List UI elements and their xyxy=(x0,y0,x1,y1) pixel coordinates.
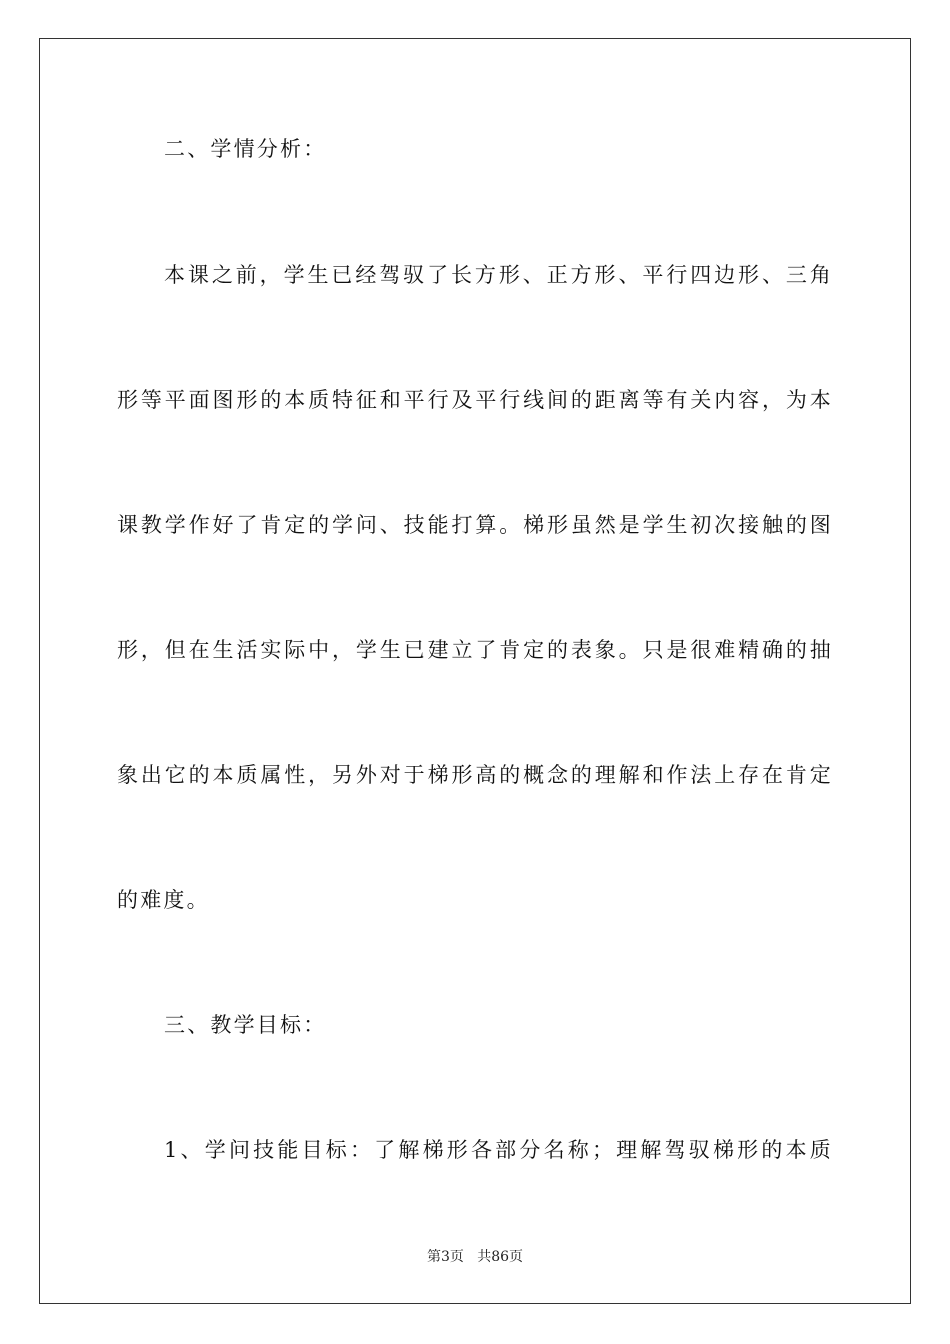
section-heading-learning-analysis: 二、学情分析： xyxy=(164,137,327,161)
section-heading-teaching-goals: 三、教学目标： xyxy=(164,1013,327,1037)
paragraph-line: 课教学作好了肯定的学问、技能打算。梯形虽然是学生初次接触的图 xyxy=(117,513,833,537)
paragraph-line: 1、学问技能目标：了解梯形各部分名称；理解驾驭梯形的本质 xyxy=(164,1138,833,1162)
page-border xyxy=(39,38,911,1304)
paragraph-line: 形等平面图形的本质特征和平行及平行线间的距离等有关内容，为本 xyxy=(117,388,833,412)
paragraph-line: 象出它的本质属性，另外对于梯形高的概念的理解和作法上存在肯定 xyxy=(117,763,833,787)
paragraph-line: 形，但在生活实际中，学生已建立了肯定的表象。只是很难精确的抽 xyxy=(117,638,833,662)
paragraph-line: 本课之前，学生已经驾驭了长方形、正方形、平行四边形、三角 xyxy=(164,263,833,287)
paragraph-line: 的难度。 xyxy=(117,888,210,912)
page-number-footer: 第3页 共86页 xyxy=(426,1249,524,1265)
